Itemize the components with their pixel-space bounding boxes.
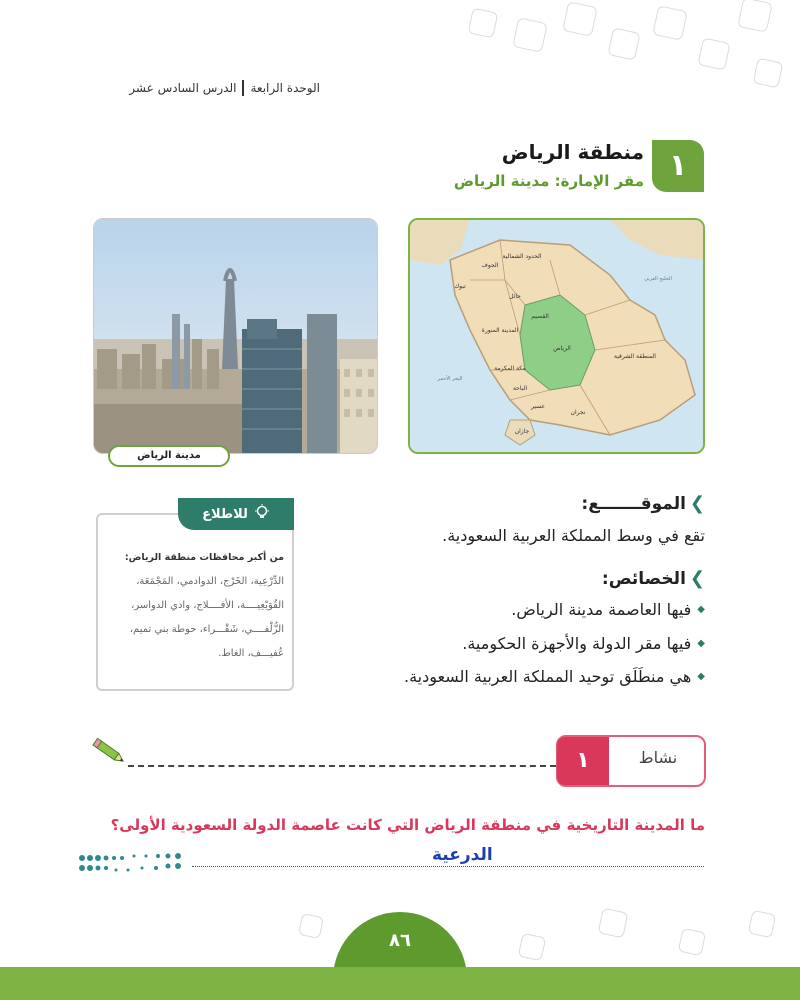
decorative-square xyxy=(562,1,598,37)
decorative-square xyxy=(753,58,784,89)
decorative-square xyxy=(598,908,629,939)
city-skyline-illustration xyxy=(93,219,377,454)
decorative-square xyxy=(607,27,640,60)
breadcrumb-separator xyxy=(242,80,244,96)
map-label-eastern: المنطقة الشرقية xyxy=(614,353,656,360)
map-illustration xyxy=(410,220,703,452)
decorative-square xyxy=(697,37,730,70)
features-heading xyxy=(602,568,705,589)
footer-bar xyxy=(0,967,800,1000)
decorative-square xyxy=(678,928,706,956)
page-number: ٨٦ xyxy=(389,930,411,951)
list-item xyxy=(462,634,705,653)
saudi-regions-map xyxy=(408,218,705,454)
map-label-asir: عسير xyxy=(530,403,546,410)
info-line: الدِّرْعِية، الخَرْج، الدوادمي، المَجْمَعَة، xyxy=(136,576,284,587)
map-label-arabian-gulf: الخليج العربي xyxy=(644,276,672,282)
activity-answer[interactable]: الدرعية xyxy=(432,845,493,865)
info-line: القُوَيْعِيــــة، الأفــــلاج، وادي الدواسر، xyxy=(131,600,284,611)
decorative-square xyxy=(748,910,776,938)
map-label-makkah: مكة المكرمة xyxy=(494,365,526,372)
location-text: تقع في وسط المملكة العربية السعودية. xyxy=(442,526,705,545)
list-item xyxy=(511,600,705,619)
page-subtitle: مقر الإمارة: مدينة الرياض xyxy=(453,172,644,190)
map-label-jazan: جازان xyxy=(514,428,530,435)
activity-number: ١ xyxy=(557,737,609,785)
answer-dotted-line xyxy=(192,866,704,867)
lesson-label: الدرس السادس عشر xyxy=(129,81,237,95)
page-title: منطقة الرياض xyxy=(501,140,644,164)
map-label-northern-borders: الحدود الشمالية xyxy=(502,253,542,260)
map-label-qassim: القصيم xyxy=(531,313,549,320)
unit-label: الوحدة الرابعة xyxy=(250,81,320,95)
breadcrumb xyxy=(129,80,320,96)
map-label-baha: الباحة xyxy=(512,385,528,392)
decorative-square xyxy=(468,8,499,39)
chevron-left-icon: ❯ xyxy=(689,568,705,589)
info-box-tab xyxy=(178,498,294,530)
bullet-icon: ◆ xyxy=(697,638,705,649)
map-label-jouf: الجوف xyxy=(481,262,499,269)
map-label-madinah: المدينة المنورة xyxy=(481,327,519,334)
map-label-najran: نجران xyxy=(570,409,586,416)
map-label-riyadh: الرياض xyxy=(553,345,571,352)
riyadh-city-photo xyxy=(93,218,378,454)
bullet-icon: ◆ xyxy=(697,604,705,615)
dashed-divider xyxy=(128,765,556,767)
map-label-red-sea: البحر الأحمر xyxy=(437,376,463,382)
dots-decoration xyxy=(76,850,188,880)
decorative-square xyxy=(512,17,548,53)
photo-caption: مدينة الرياض xyxy=(108,445,230,467)
feature-text: هي منطَلَق توحيد المملكة العربية السعودية. xyxy=(404,667,692,686)
activity-question: ما المدينة التاريخية في منطقة الرياض التي كانت عاصمة الدولة السعودية الأولى؟ xyxy=(110,816,705,834)
info-tab-label: للاطلاع xyxy=(202,506,248,522)
pencil-icon xyxy=(92,735,128,773)
map-label-hail: حائل xyxy=(509,293,521,300)
feature-text: فيها العاصمة مدينة الرياض. xyxy=(511,600,692,619)
activity-label: نشاط xyxy=(638,748,678,767)
list-item xyxy=(404,667,705,686)
info-line: عُفيـــف، الغاط. xyxy=(218,648,284,659)
map-label-tabuk: تبوك xyxy=(454,283,466,290)
decorative-square xyxy=(652,5,688,41)
decorative-square xyxy=(518,933,546,961)
info-line: الزُّلْفــــي، شَقْـــراء، حوطة بني تميم، xyxy=(129,624,284,635)
decorative-square xyxy=(298,913,324,939)
location-heading xyxy=(581,493,705,514)
feature-text: فيها مقر الدولة والأجهزة الحكومية. xyxy=(462,634,692,653)
section-number-badge: ١ xyxy=(652,140,704,192)
lightbulb-icon xyxy=(254,504,270,524)
chevron-left-icon: ❯ xyxy=(689,493,705,514)
decorative-square xyxy=(737,0,773,33)
location-heading-text: الموقـــــــع: xyxy=(581,493,686,514)
info-box-body xyxy=(106,570,284,666)
info-box-title: من أكبر محافظات منطقة الرياض: xyxy=(124,552,284,563)
bullet-icon: ◆ xyxy=(697,671,705,682)
features-heading-text: الخصائص: xyxy=(601,568,686,589)
